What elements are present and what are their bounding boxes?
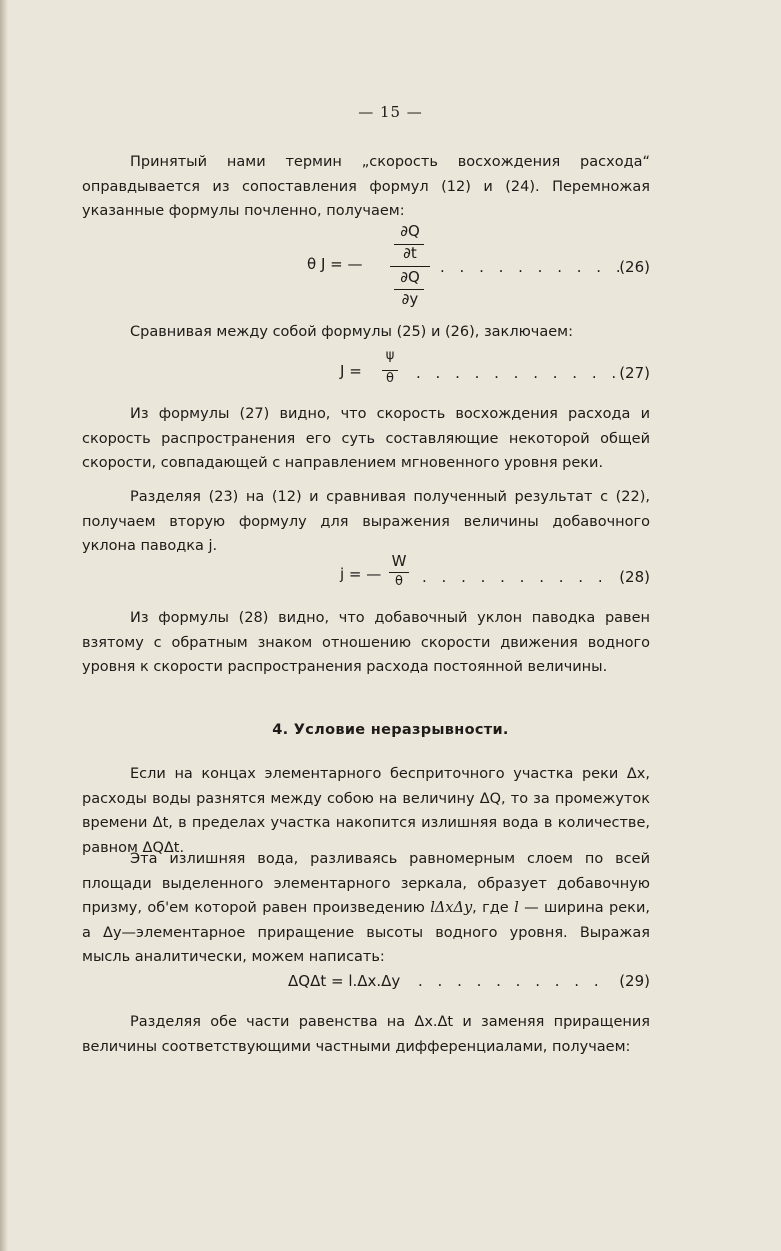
formula-28-lhs: j = — bbox=[340, 565, 382, 583]
formula-26 bbox=[0, 222, 781, 312]
paragraph-6: Если на концах элементарного бесприточного участка реки Δx, расходы воды разнятся между собою на величину ΔQ, то за промежуток времени Δt, в пределах участка накопится излишняя вода в количестве, равном ΔQΔt. bbox=[82, 766, 650, 856]
paragraph-7: Эта излишняя вода, разливаясь равномерным слоем по всей площади выделенного элементарного зеркала, образует добавочную призму, об'ем которой равен произведению lΔxΔy, где l — ширина реки, а Δy—элементарное приращение высоты водного уровня. Выражая мысль аналитически, можем написать: bbox=[82, 851, 650, 966]
formula-26-num-top: ∂Q bbox=[400, 222, 420, 240]
formula-29-dots: . . . . . . . . . . bbox=[418, 972, 604, 990]
formula-28-denominator: θ bbox=[395, 574, 403, 589]
paragraph-8: Разделяя обе части равенства на Δx.Δt и заменяя приращения величины соответствующими частными дифференциалами, получаем: bbox=[82, 1014, 650, 1055]
formula-27-number: (27) bbox=[619, 364, 650, 382]
paragraph-3: Из формулы (27) видно, что скорость восхождения расхода и скорость распространения его суть составляющие некоторой общей скорости, совпадающей с направлением мгновенного уровня реки. bbox=[82, 406, 650, 472]
expression-prism: lΔxΔy bbox=[430, 900, 473, 917]
formula-28-numerator: W bbox=[391, 552, 407, 570]
formula-26-den-bot: ∂y bbox=[401, 290, 419, 308]
formula-27-dots: . . . . . . . . . . . bbox=[416, 364, 622, 382]
formula-27-lhs: J = bbox=[340, 362, 362, 380]
formula-28 bbox=[0, 552, 781, 598]
formula-26-main-line bbox=[390, 266, 430, 267]
formula-27 bbox=[0, 348, 781, 394]
paragraph-4: Разделяя (23) на (12) и сравнивая полученный результат с (22), получаем вторую формулу для выражения величины добавочного уклона паводка j. bbox=[82, 489, 650, 555]
formula-29-number: (29) bbox=[619, 972, 650, 990]
formula-28-dots: . . . . . . . . . . bbox=[422, 568, 608, 586]
formula-26-number: (26) bbox=[619, 258, 650, 276]
section-heading: 4. Условие неразрывности. bbox=[272, 722, 509, 738]
formula-29-expression: ΔQΔt = l.Δx.Δy bbox=[288, 972, 401, 990]
paragraph-5: Из формулы (28) видно, что добавочный уклон паводка равен взятому с обратным знаком отношению скорости движения водного уровня к скорости распространения расхода постоянной величины. bbox=[82, 610, 650, 676]
formula-26-den-top: ∂Q bbox=[400, 268, 420, 286]
paragraph-1: Принятый нами термин „скорость восхождения расхода“ оправдывается из сопоставления формул (12) и (24). Перемножая указанные формулы почленно, получаем: bbox=[82, 154, 650, 220]
formula-27-numerator: ψ bbox=[385, 348, 395, 363]
formula-28-number: (28) bbox=[619, 568, 650, 586]
formula-29 bbox=[0, 970, 781, 996]
formula-26-lhs: θ J = — bbox=[307, 255, 363, 273]
formula-26-dots: . . . . . . . . . . bbox=[440, 258, 626, 276]
formula-27-denominator: θ bbox=[386, 371, 394, 386]
page-number: — 15 — bbox=[358, 103, 423, 121]
formula-26-num-bot: ∂t bbox=[403, 244, 417, 262]
paragraph-2: Сравнивая между собой формулы (25) и (26), заключаем: bbox=[130, 324, 573, 340]
symbol-width: l bbox=[514, 900, 519, 917]
formula-28-line bbox=[389, 572, 409, 573]
page-edge-shadow bbox=[0, 0, 8, 1251]
